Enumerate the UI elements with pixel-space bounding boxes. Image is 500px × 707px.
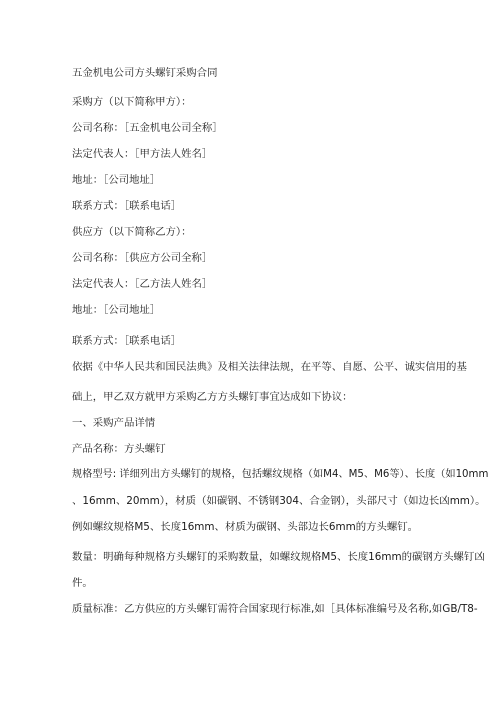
supplier-address: 地址：［公司地址］	[72, 304, 161, 316]
spec-line-1: 规格型号: 详细列出方头螺钉的规格，包括螺纹规格（如M4、M5、M6等）、长度（如10mm	[72, 469, 489, 480]
spec-line-3: 例如螺纹规格M5、长度16mm、材质为碳钢、头部边长6mm的方头螺钉。	[72, 521, 419, 533]
supplier-legal-rep: 法定代表人：［乙方法人姓名］	[72, 278, 213, 290]
buyer-company-name: 公司名称：［五金机电公司全称］	[72, 122, 223, 134]
contract-title: 五金机电公司方头螺钉采购合同	[72, 67, 218, 79]
quantity-line-1: 数量：明确每种规格方头螺钉的采购数量，如螺纹规格M5、长度16mm的碳钢方头螺钉凶	[72, 551, 485, 563]
quantity-line-2: 件。	[72, 577, 93, 589]
section-1-heading: 一、采购产品详情	[72, 417, 156, 429]
buyer-address: 地址：［公司地址］	[72, 174, 161, 186]
preamble-line-2: 础上，甲乙双方就甲方采购乙方方头螺钉事宜达成如下协议：	[72, 391, 353, 403]
buyer-legal-rep: 法定代表人：［甲方法人姓名］	[72, 148, 213, 160]
preamble-line-1: 依据《中华人民共和国民法典》及相关法律法规，在平等、自愿、公平、诚实信用的基	[72, 361, 467, 373]
buyer-heading: 采购方（以下简称甲方）：	[72, 96, 192, 108]
buyer-contact: 联系方式：［联系电话］	[72, 200, 182, 212]
spec-line-2: 、16mm、20mm），材质（如碳钢、不锈钢304、合金钢），头部尺寸（如边长凶mm）。	[72, 495, 486, 507]
product-name: 产品名称：方头螺钉	[72, 443, 166, 455]
supplier-company-name: 公司名称：［供应方公司全称］	[72, 252, 213, 264]
supplier-heading: 供应方（以下简称乙方）：	[72, 226, 192, 238]
quality-standard-line-1: 质量标准：乙方供应的方头螺钉需符合国家现行标准,如［具体标准编号及名称,如GB/T8-	[72, 603, 478, 615]
supplier-contact: 联系方式：［联系电话］	[72, 335, 182, 347]
